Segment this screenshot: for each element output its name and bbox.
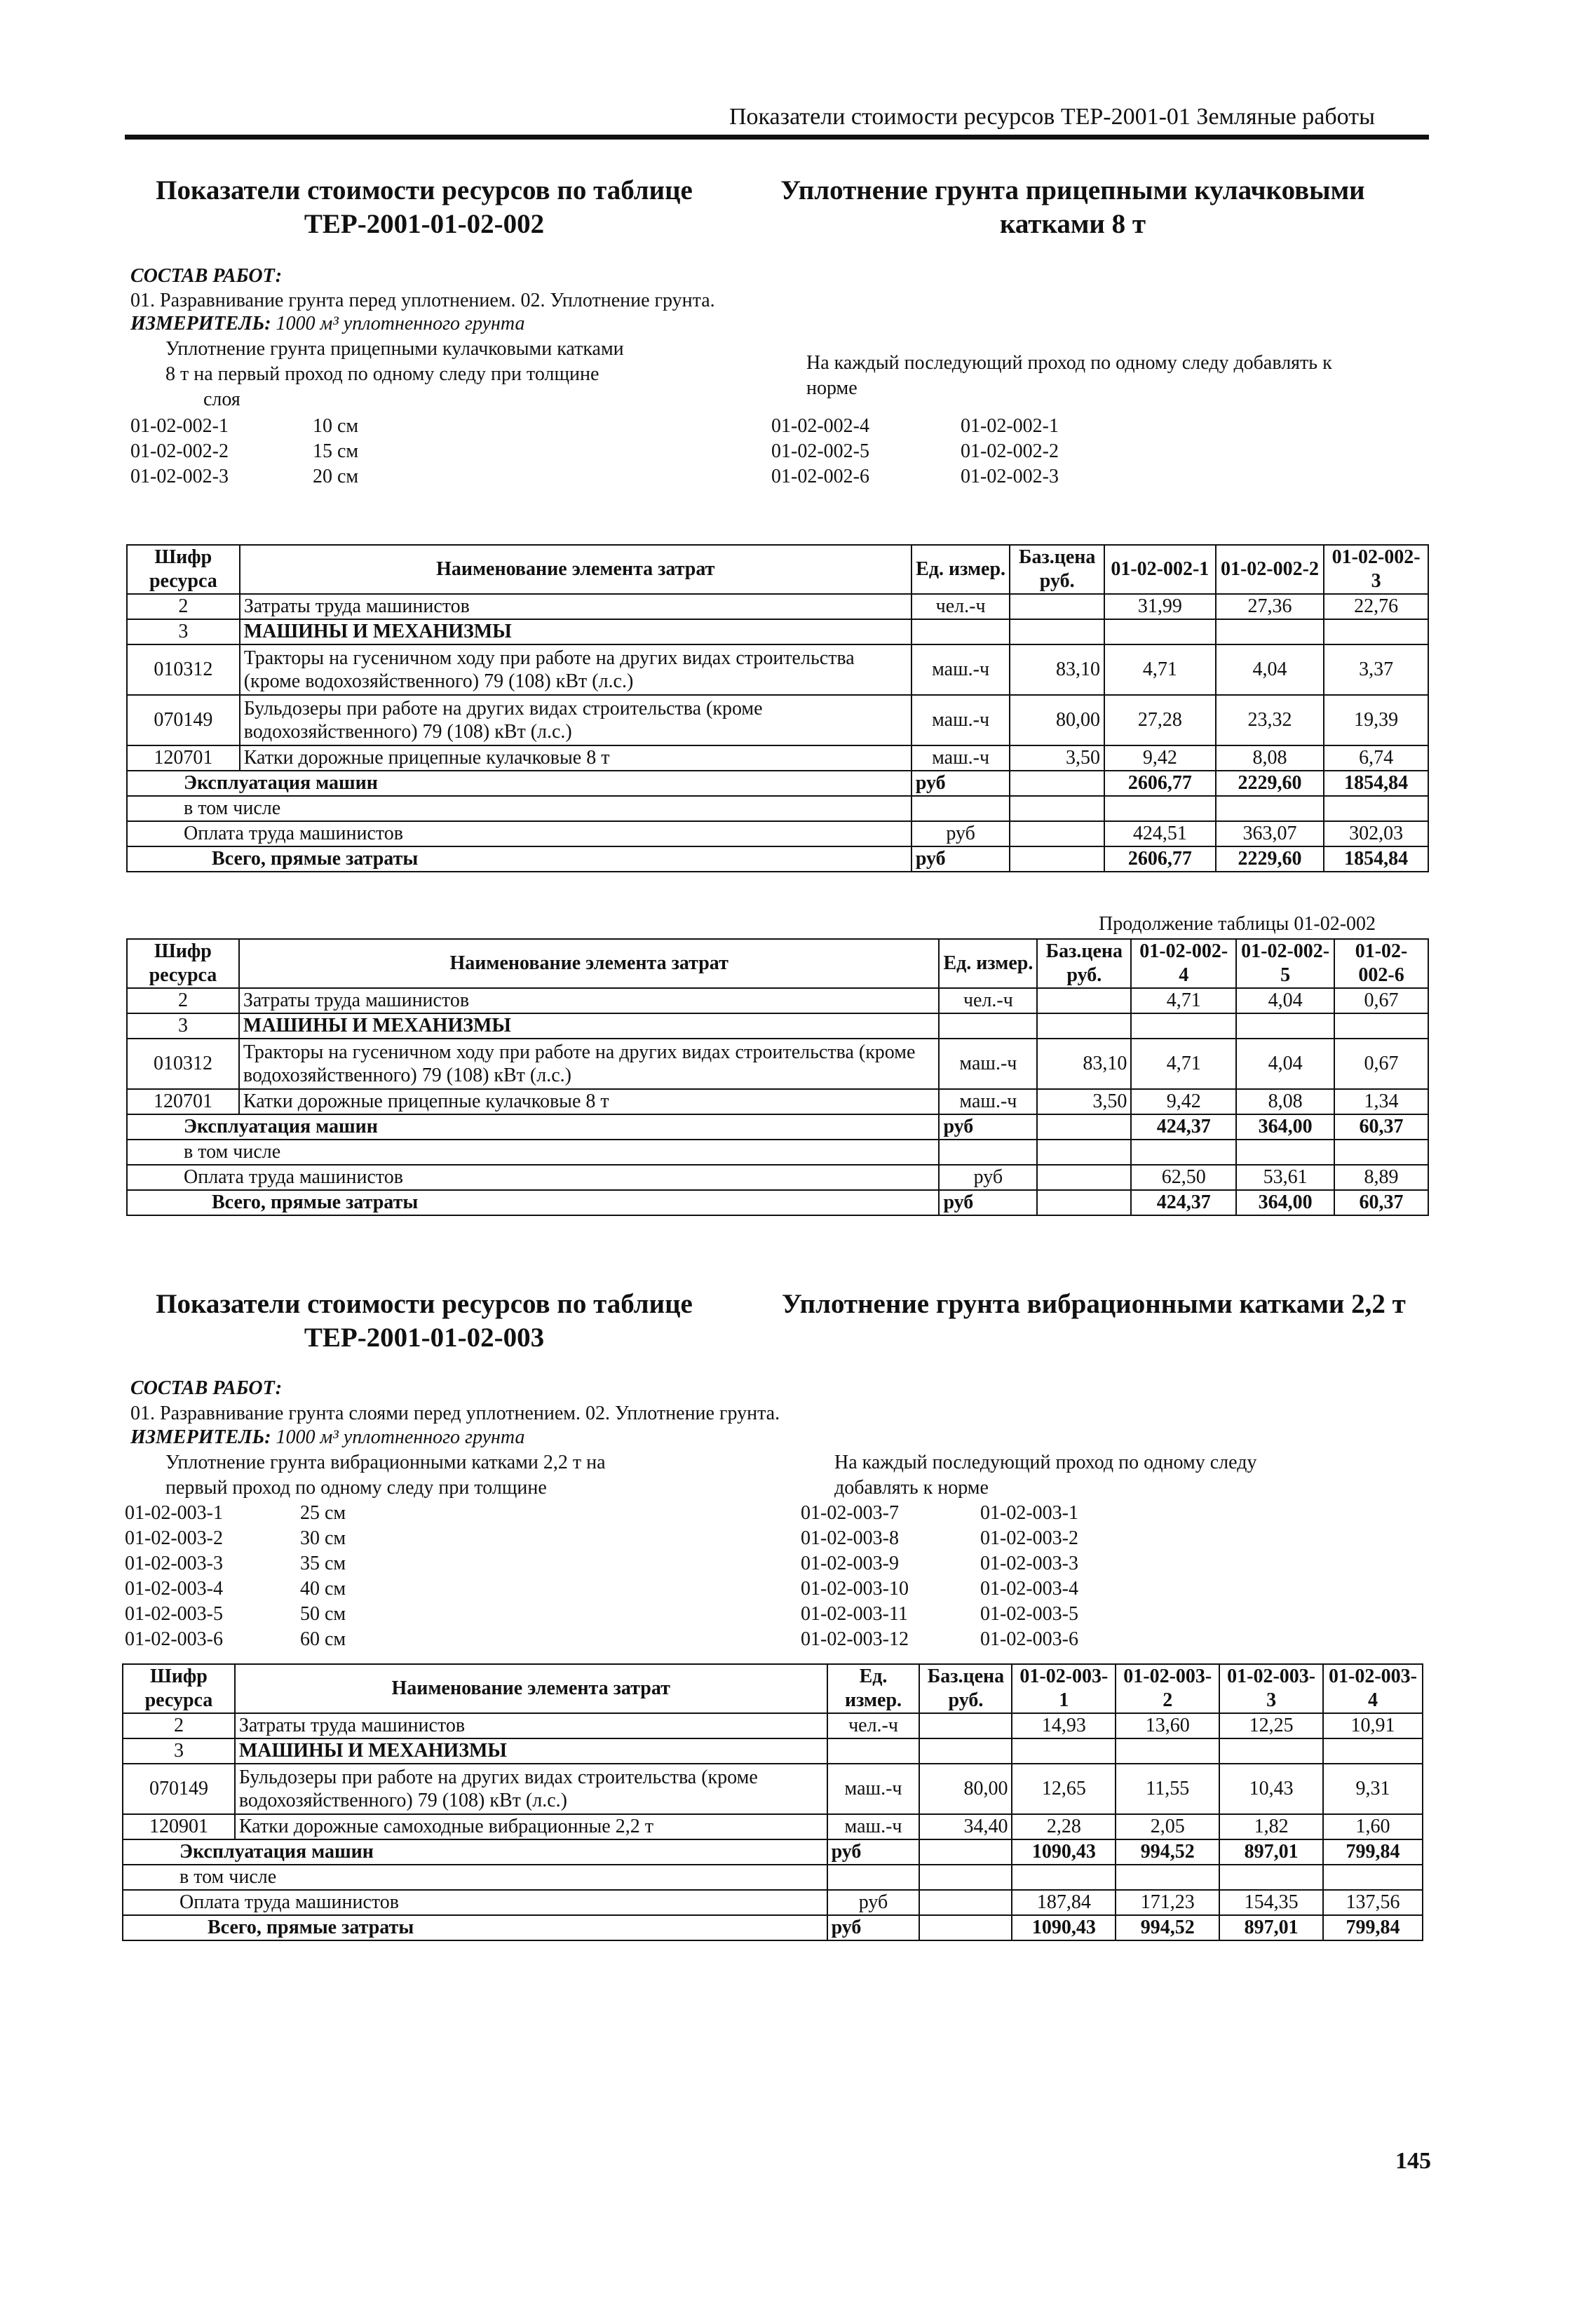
- code-item: 01-02-003-4: [125, 1578, 223, 1600]
- value-cell: 1854,84: [1324, 846, 1428, 872]
- section2-title-right: [764, 1288, 1423, 1321]
- value-cell: [1219, 1865, 1323, 1890]
- value-cell: 0,67: [1334, 988, 1428, 1013]
- resource-code: 2: [123, 1713, 235, 1738]
- value-cell: 302,03: [1324, 821, 1428, 846]
- value-cell: [1116, 1865, 1219, 1890]
- value-cell: [1324, 619, 1428, 644]
- section1-sostav-text: 01. Разравнивание грунта перед уплотнением. 02. Уплотнение грунта.: [130, 290, 715, 311]
- table-row: [127, 1089, 1428, 1114]
- code-item: 01-02-003-2: [125, 1527, 223, 1549]
- code-value: 01-02-002-2: [961, 440, 1059, 462]
- value-cell: 12,25: [1219, 1713, 1323, 1738]
- code-value: 30 см: [300, 1527, 346, 1549]
- section1-desc-left-3: слоя: [203, 389, 240, 410]
- section2-sostav-label: СОСТАВ РАБОТ:: [130, 1377, 283, 1399]
- table-row: [127, 1013, 1428, 1039]
- price-cell: 83,10: [1010, 644, 1104, 695]
- code-item: 01-02-002-6: [771, 466, 869, 487]
- table-row: [123, 1738, 1423, 1764]
- resource-code: 070149: [123, 1764, 235, 1814]
- value-cell: 364,00: [1236, 1114, 1334, 1140]
- value-cell: 1,34: [1334, 1089, 1428, 1114]
- resource-code: 3: [127, 619, 240, 644]
- table-row: [127, 695, 1428, 745]
- table-row: [127, 594, 1428, 619]
- price-cell: 3,50: [1037, 1089, 1131, 1114]
- code-value: 20 см: [313, 466, 359, 487]
- resource-name: Катки дорожные прицепные кулачковые 8 т: [239, 1089, 940, 1114]
- value-cell: 3,37: [1324, 644, 1428, 695]
- header-shifr: Шифр ресурса: [123, 1664, 235, 1713]
- resource-name: Тракторы на гусеничном ходу при работе на других видах строительства (кроме водохозяйственного) 79 (108) кВт (л.с.): [239, 1039, 940, 1089]
- value-cell: 4,71: [1131, 988, 1236, 1013]
- section1-desc-left-2: 8 т на первый проход по одному следу при толщине: [165, 363, 599, 385]
- value-cell: 10,91: [1323, 1713, 1423, 1738]
- value-cell: [1236, 1140, 1334, 1165]
- table-row: [123, 1915, 1423, 1940]
- value-cell: 2,28: [1012, 1814, 1116, 1839]
- header-rule: [125, 135, 1429, 140]
- value-cell: [1324, 796, 1428, 821]
- resource-code: 070149: [127, 695, 240, 745]
- unit-cell: руб: [912, 846, 1010, 872]
- price-cell: [919, 1713, 1012, 1738]
- price-cell: [919, 1839, 1012, 1865]
- code-item: 01-02-003-10: [801, 1578, 909, 1600]
- header-baz: Баз.цена руб.: [919, 1664, 1012, 1713]
- unit-cell: [939, 1013, 1037, 1039]
- resource-name: МАШИНЫ И МЕХАНИЗМЫ: [235, 1738, 827, 1764]
- subtotal-label: Эксплуатация машин: [127, 771, 912, 796]
- resource-code: 3: [123, 1738, 235, 1764]
- value-cell: 187,84: [1012, 1890, 1116, 1915]
- value-cell: [1334, 1140, 1428, 1165]
- code-value: 01-02-003-3: [980, 1553, 1078, 1574]
- header-col: 01-02-003-3: [1219, 1664, 1323, 1713]
- table-row: [127, 1039, 1428, 1089]
- unit-cell: маш.-ч: [912, 695, 1010, 745]
- value-cell: 424,37: [1131, 1190, 1236, 1215]
- table-row: [123, 1814, 1423, 1839]
- code-item: 01-02-003-5: [125, 1603, 223, 1625]
- table-row: [127, 745, 1428, 771]
- row-label: в том числе: [123, 1865, 827, 1890]
- price-cell: [1010, 796, 1104, 821]
- unit-cell: маш.-ч: [912, 644, 1010, 695]
- unit-cell: [912, 619, 1010, 644]
- unit-cell: маш.-ч: [827, 1814, 920, 1839]
- price-cell: [1037, 1114, 1131, 1140]
- header-ed: Ед. измер.: [939, 939, 1037, 988]
- unit-cell: чел.-ч: [939, 988, 1037, 1013]
- value-cell: 1854,84: [1324, 771, 1428, 796]
- table-row: [127, 1190, 1428, 1215]
- header-col: 01-02-002-5: [1236, 939, 1334, 988]
- header-col: 01-02-002-4: [1131, 939, 1236, 988]
- value-cell: 19,39: [1324, 695, 1428, 745]
- value-cell: 4,04: [1236, 1039, 1334, 1089]
- value-cell: 4,04: [1216, 644, 1324, 695]
- header-name: Наименование элемента затрат: [235, 1664, 827, 1713]
- value-cell: 10,43: [1219, 1764, 1323, 1814]
- code-value: 10 см: [313, 415, 359, 437]
- section2-sostav-text: 01. Разравнивание грунта слоями перед уплотнением. 02. Уплотнение грунта.: [130, 1403, 780, 1424]
- code-item: 01-02-003-6: [125, 1628, 223, 1650]
- code-item: 01-02-003-11: [801, 1603, 908, 1625]
- value-cell: 1090,43: [1012, 1839, 1116, 1865]
- section1-title-right: [757, 174, 1388, 241]
- value-cell: 363,07: [1216, 821, 1324, 846]
- value-cell: 2,05: [1116, 1814, 1219, 1839]
- section1-desc-left-1: Уплотнение грунта прицепными кулачковыми катками: [165, 338, 624, 360]
- value-cell: 1,60: [1323, 1814, 1423, 1839]
- section2-title-left-line2: ТЕР-2001-01-02-003: [304, 1323, 545, 1353]
- value-cell: 9,42: [1104, 745, 1216, 771]
- code-value: 01-02-003-6: [980, 1628, 1078, 1650]
- section2-desc-right-1: На каждый последующий проход по одному следу: [834, 1452, 1257, 1473]
- resource-code: 120701: [127, 745, 240, 771]
- value-cell: 27,28: [1104, 695, 1216, 745]
- price-cell: [919, 1865, 1012, 1890]
- section2-desc-left-1: Уплотнение грунта вибрационными катками 2,2 т на: [165, 1452, 606, 1473]
- value-cell: 53,61: [1236, 1165, 1334, 1190]
- price-cell: [1010, 619, 1104, 644]
- resource-name: Катки дорожные прицепные кулачковые 8 т: [240, 745, 912, 771]
- header-baz: Баз.цена руб.: [1010, 545, 1104, 594]
- price-cell: 80,00: [919, 1764, 1012, 1814]
- price-cell: [1010, 771, 1104, 796]
- code-value: 50 см: [300, 1603, 346, 1625]
- resource-code: 2: [127, 988, 239, 1013]
- value-cell: 897,01: [1219, 1839, 1323, 1865]
- section1-desc-right-2: норме: [806, 377, 858, 399]
- header-baz: Баз.цена руб.: [1037, 939, 1131, 988]
- unit-cell: [827, 1865, 920, 1890]
- row-label: в том числе: [127, 1140, 939, 1165]
- unit-cell: маш.-ч: [939, 1039, 1037, 1089]
- value-cell: [1216, 619, 1324, 644]
- value-cell: 22,76: [1324, 594, 1428, 619]
- price-cell: 3,50: [1010, 745, 1104, 771]
- code-item: 01-02-002-3: [130, 466, 229, 487]
- resource-name: Тракторы на гусеничном ходу при работе на других видах строительства (кроме водохозяйственного) 79 (108) кВт (л.с.): [240, 644, 912, 695]
- resource-name: Затраты труда машинистов: [235, 1713, 827, 1738]
- price-cell: [1037, 1140, 1131, 1165]
- price-cell: 83,10: [1037, 1039, 1131, 1089]
- section2-izmer-label: ИЗМЕРИТЕЛЬ:: [130, 1426, 271, 1448]
- value-cell: 12,65: [1012, 1764, 1116, 1814]
- table-row: [127, 1114, 1428, 1140]
- code-value: 01-02-002-1: [961, 415, 1059, 437]
- row-label: Оплата труда машинистов: [127, 821, 912, 846]
- unit-cell: руб: [939, 1165, 1037, 1190]
- section2-izmer-text: 1000 м³ уплотненного грунта: [276, 1426, 525, 1448]
- table-row: [123, 1839, 1423, 1865]
- unit-cell: [912, 796, 1010, 821]
- value-cell: [1012, 1865, 1116, 1890]
- header-ed: Ед. измер.: [912, 545, 1010, 594]
- resource-name: МАШИНЫ И МЕХАНИЗМЫ: [240, 619, 912, 644]
- value-cell: 14,93: [1012, 1713, 1116, 1738]
- header-ed: Ед. измер.: [827, 1664, 920, 1713]
- value-cell: [1236, 1013, 1334, 1039]
- value-cell: [1216, 796, 1324, 821]
- section2-desc-right-2: добавлять к норме: [834, 1477, 989, 1499]
- code-item: 01-02-002-1: [130, 415, 229, 437]
- header-col: 01-02-002-6: [1334, 939, 1428, 988]
- code-value: 01-02-003-1: [980, 1502, 1078, 1524]
- code-value: 01-02-003-5: [980, 1603, 1078, 1625]
- unit-cell: руб: [912, 821, 1010, 846]
- page-number: 145: [1395, 2148, 1431, 2174]
- section1-title-left: [126, 174, 722, 241]
- resource-code: 120901: [123, 1814, 235, 1839]
- unit-cell: чел.-ч: [827, 1713, 920, 1738]
- value-cell: 137,56: [1323, 1890, 1423, 1915]
- table-row: [127, 846, 1428, 872]
- value-cell: 9,31: [1323, 1764, 1423, 1814]
- value-cell: 31,99: [1104, 594, 1216, 619]
- unit-cell: руб: [827, 1839, 920, 1865]
- value-cell: 1,82: [1219, 1814, 1323, 1839]
- resource-name: Бульдозеры при работе на других видах строительства (кроме водохозяйственного) 79 (108) кВт (л.с.): [240, 695, 912, 745]
- header-name: Наименование элемента затрат: [239, 939, 940, 988]
- value-cell: [1104, 796, 1216, 821]
- header-col: 01-02-003-2: [1116, 1664, 1219, 1713]
- section2-izmer: [130, 1425, 524, 1450]
- subtotal-label: Эксплуатация машин: [127, 1114, 939, 1140]
- section2-desc-left-2: первый проход по одному следу при толщине: [165, 1477, 547, 1499]
- section1-title-left-line1: Показатели стоимости ресурсов по таблице: [156, 175, 693, 205]
- unit-cell: [939, 1140, 1037, 1165]
- value-cell: 23,32: [1216, 695, 1324, 745]
- total-label: Всего, прямые затраты: [123, 1915, 827, 1940]
- total-label: Всего, прямые затраты: [127, 1190, 939, 1215]
- table-row: [123, 1713, 1423, 1738]
- value-cell: [1323, 1865, 1423, 1890]
- table-row: [127, 1165, 1428, 1190]
- table-row: [127, 644, 1428, 695]
- price-cell: [919, 1738, 1012, 1764]
- code-value: 15 см: [313, 440, 359, 462]
- price-cell: [1010, 846, 1104, 872]
- code-item: 01-02-003-9: [801, 1553, 899, 1574]
- value-cell: 8,89: [1334, 1165, 1428, 1190]
- section1-title-right-line2: катками 8 т: [999, 209, 1146, 239]
- value-cell: 2606,77: [1104, 771, 1216, 796]
- price-cell: [1037, 1165, 1131, 1190]
- table-row: [127, 1140, 1428, 1165]
- price-cell: [919, 1890, 1012, 1915]
- value-cell: 4,71: [1104, 644, 1216, 695]
- value-cell: 994,52: [1116, 1915, 1219, 1940]
- header-col: 01-02-002-2: [1216, 545, 1324, 594]
- value-cell: 171,23: [1116, 1890, 1219, 1915]
- value-cell: 364,00: [1236, 1190, 1334, 1215]
- running-head: Показатели стоимости ресурсов ТЕР-2001-01 Земляные работы: [729, 104, 1375, 130]
- value-cell: 60,37: [1334, 1114, 1428, 1140]
- header-shifr: Шифр ресурса: [127, 545, 240, 594]
- code-item: 01-02-003-8: [801, 1527, 899, 1549]
- section2-title-left-line1: Показатели стоимости ресурсов по таблице: [156, 1289, 693, 1319]
- value-cell: 2229,60: [1216, 846, 1324, 872]
- value-cell: 4,04: [1236, 988, 1334, 1013]
- value-cell: 2229,60: [1216, 771, 1324, 796]
- code-item: 01-02-003-12: [801, 1628, 909, 1650]
- price-cell: [919, 1915, 1012, 1940]
- price-cell: [1037, 988, 1131, 1013]
- price-cell: [1010, 821, 1104, 846]
- table-row: [127, 619, 1428, 644]
- value-cell: [1334, 1013, 1428, 1039]
- value-cell: 2606,77: [1104, 846, 1216, 872]
- price-cell: [1010, 594, 1104, 619]
- resource-name: Катки дорожные самоходные вибрационные 2,2 т: [235, 1814, 827, 1839]
- section2-title-left: [126, 1288, 722, 1355]
- code-value: 25 см: [300, 1502, 346, 1524]
- value-cell: [1012, 1738, 1116, 1764]
- unit-cell: чел.-ч: [912, 594, 1010, 619]
- resource-table-3: [122, 1663, 1423, 1941]
- section1-title-left-line2: ТЕР-2001-01-02-002: [304, 209, 545, 239]
- resource-code: 2: [127, 594, 240, 619]
- header-shifr: Шифр ресурса: [127, 939, 239, 988]
- section1-izmer: [130, 311, 524, 337]
- value-cell: 6,74: [1324, 745, 1428, 771]
- value-cell: 994,52: [1116, 1839, 1219, 1865]
- resource-code: 010312: [127, 1039, 239, 1089]
- unit-cell: руб: [827, 1915, 920, 1940]
- table-row: [127, 821, 1428, 846]
- value-cell: 799,84: [1323, 1915, 1423, 1940]
- unit-cell: руб: [939, 1114, 1037, 1140]
- table-row: [127, 796, 1428, 821]
- row-label: в том числе: [127, 796, 912, 821]
- value-cell: [1104, 619, 1216, 644]
- unit-cell: [827, 1738, 920, 1764]
- table-row: [123, 1764, 1423, 1814]
- value-cell: 154,35: [1219, 1890, 1323, 1915]
- total-label: Всего, прямые затраты: [127, 846, 912, 872]
- section1-sostav-label: СОСТАВ РАБОТ:: [130, 265, 283, 287]
- header-col: 01-02-002-3: [1324, 545, 1428, 594]
- header-col: 01-02-003-1: [1012, 1664, 1116, 1713]
- section1-izmer-label: ИЗМЕРИТЕЛЬ:: [130, 313, 271, 335]
- value-cell: [1131, 1140, 1236, 1165]
- value-cell: 13,60: [1116, 1713, 1219, 1738]
- resource-name: Бульдозеры при работе на других видах строительства (кроме водохозяйственного) 79 (108) кВт (л.с.): [235, 1764, 827, 1814]
- resource-table-2: [126, 938, 1429, 1216]
- code-value: 35 см: [300, 1553, 346, 1574]
- value-cell: [1323, 1738, 1423, 1764]
- unit-cell: маш.-ч: [912, 745, 1010, 771]
- resource-table-1: [126, 544, 1429, 872]
- value-cell: 0,67: [1334, 1039, 1428, 1089]
- value-cell: 1090,43: [1012, 1915, 1116, 1940]
- price-cell: [1037, 1190, 1131, 1215]
- code-value: 01-02-002-3: [961, 466, 1059, 487]
- unit-cell: руб: [827, 1890, 920, 1915]
- value-cell: 62,50: [1131, 1165, 1236, 1190]
- row-label: Оплата труда машинистов: [127, 1165, 939, 1190]
- unit-cell: руб: [912, 771, 1010, 796]
- value-cell: 424,37: [1131, 1114, 1236, 1140]
- resource-name: Затраты труда машинистов: [239, 988, 940, 1013]
- table-row: [123, 1890, 1423, 1915]
- price-cell: 80,00: [1010, 695, 1104, 745]
- code-item: 01-02-003-7: [801, 1502, 899, 1524]
- code-item: 01-02-003-3: [125, 1553, 223, 1574]
- unit-cell: маш.-ч: [939, 1089, 1037, 1114]
- value-cell: [1131, 1013, 1236, 1039]
- row-label: Оплата труда машинистов: [123, 1890, 827, 1915]
- section1-izmer-text: 1000 м³ уплотненного грунта: [276, 313, 525, 335]
- value-cell: 8,08: [1236, 1089, 1334, 1114]
- code-item: 01-02-002-2: [130, 440, 229, 462]
- code-value: 60 см: [300, 1628, 346, 1650]
- code-value: 01-02-003-2: [980, 1527, 1078, 1549]
- code-item: 01-02-002-4: [771, 415, 869, 437]
- table2-continuation-note: Продолжение таблицы 01-02-002: [1099, 913, 1376, 935]
- header-col: 01-02-002-1: [1104, 545, 1216, 594]
- header-name: Наименование элемента затрат: [240, 545, 912, 594]
- value-cell: [1116, 1738, 1219, 1764]
- code-item: 01-02-002-5: [771, 440, 869, 462]
- header-col: 01-02-003-4: [1323, 1664, 1423, 1713]
- value-cell: 4,71: [1131, 1039, 1236, 1089]
- table-row: [127, 771, 1428, 796]
- resource-name: МАШИНЫ И МЕХАНИЗМЫ: [239, 1013, 940, 1039]
- unit-cell: руб: [939, 1190, 1037, 1215]
- section1-title-right-line1: Уплотнение грунта прицепными кулачковыми: [780, 175, 1365, 205]
- subtotal-label: Эксплуатация машин: [123, 1839, 827, 1865]
- value-cell: 27,36: [1216, 594, 1324, 619]
- resource-code: 010312: [127, 644, 240, 695]
- value-cell: 424,51: [1104, 821, 1216, 846]
- value-cell: 60,37: [1334, 1190, 1428, 1215]
- value-cell: 897,01: [1219, 1915, 1323, 1940]
- unit-cell: маш.-ч: [827, 1764, 920, 1814]
- resource-name: Затраты труда машинистов: [240, 594, 912, 619]
- section1-desc-right-1: На каждый последующий проход по одному следу добавлять к: [806, 352, 1332, 374]
- value-cell: 9,42: [1131, 1089, 1236, 1114]
- table-row: [127, 988, 1428, 1013]
- code-value: 40 см: [300, 1578, 346, 1600]
- value-cell: 8,08: [1216, 745, 1324, 771]
- value-cell: 799,84: [1323, 1839, 1423, 1865]
- value-cell: [1219, 1738, 1323, 1764]
- table-row: [123, 1865, 1423, 1890]
- value-cell: 11,55: [1116, 1764, 1219, 1814]
- resource-code: 3: [127, 1013, 239, 1039]
- resource-code: 120701: [127, 1089, 239, 1114]
- price-cell: 34,40: [919, 1814, 1012, 1839]
- price-cell: [1037, 1013, 1131, 1039]
- section2-title-right-line1: Уплотнение грунта вибрационными катками 2,2 т: [782, 1289, 1406, 1319]
- code-value: 01-02-003-4: [980, 1578, 1078, 1600]
- code-item: 01-02-003-1: [125, 1502, 223, 1524]
